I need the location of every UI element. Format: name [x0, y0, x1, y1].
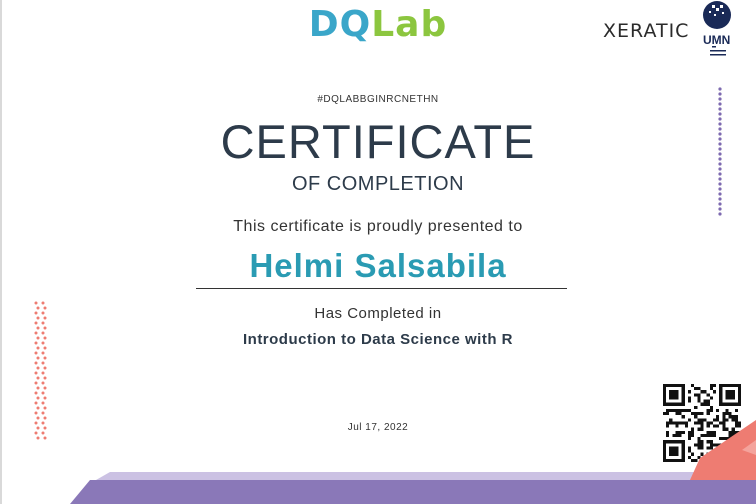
xeratic-logo: XERATIC [603, 20, 690, 42]
decor-dot [44, 307, 47, 310]
umn-logo-text: UMN [703, 33, 731, 47]
decor-dot [718, 147, 721, 150]
qr-finder [669, 390, 678, 399]
decor-dot [718, 87, 721, 90]
qr-module [697, 387, 700, 390]
decor-dot [718, 92, 721, 95]
completed-line: Has Completed in [314, 305, 442, 322]
qr-module [704, 400, 707, 403]
decor-dot [718, 212, 721, 215]
qr-module [710, 406, 713, 409]
decor-dot [37, 377, 40, 380]
course-title: Introduction to Data Science with R [242, 331, 514, 348]
qr-module [688, 396, 691, 399]
decor-dot [37, 307, 40, 310]
decor-dot [35, 312, 38, 315]
decor-dot [35, 372, 38, 375]
qr-module [707, 403, 710, 406]
decor-dot [718, 142, 721, 145]
qr-module [697, 393, 700, 396]
decor-dot [42, 392, 45, 395]
decor-dot [44, 357, 47, 360]
qr-module [694, 406, 697, 409]
qr-module [694, 393, 697, 396]
decor-dot [718, 117, 721, 120]
qr-module [704, 390, 707, 393]
decor-dot [718, 157, 721, 160]
decor-dot [35, 302, 38, 305]
decor-dot [37, 337, 40, 340]
decor-dot [35, 392, 38, 395]
qr-module [697, 396, 700, 399]
decor-dot [718, 197, 721, 200]
decor-dot [37, 387, 40, 390]
certificate-subtitle: OF COMPLETION [291, 173, 465, 195]
decor-dot [718, 207, 721, 210]
decor-dot [35, 382, 38, 385]
decor-dot [37, 397, 40, 400]
decor-dot [44, 387, 47, 390]
decor-dot [35, 402, 38, 405]
qr-module [713, 390, 716, 393]
dqlab-logo-lab: Lab [371, 4, 448, 45]
dqlab-logo-dq: DQ [308, 4, 372, 45]
certificate-code: #DQLABBGINRCNETHN [317, 94, 439, 105]
decor-dot [44, 317, 47, 320]
presented-line: This certificate is proudly presented to [233, 218, 523, 235]
decor-dot [718, 137, 721, 140]
qr-module [704, 403, 707, 406]
decor-dot [42, 332, 45, 335]
bottom-decoration [0, 410, 756, 504]
decor-dot [718, 202, 721, 205]
qr-module [697, 400, 700, 403]
decor-dot [718, 127, 721, 130]
decor-dot [44, 397, 47, 400]
decor-dot [718, 112, 721, 115]
decor-dot [44, 347, 47, 350]
qr-finder [725, 390, 734, 399]
decor-dot [42, 322, 45, 325]
qr-module [707, 400, 710, 403]
decor-dot [44, 337, 47, 340]
qr-module [710, 387, 713, 390]
decor-dot [42, 342, 45, 345]
qr-module [691, 384, 694, 387]
decor-dot [718, 97, 721, 100]
qr-module [707, 393, 710, 396]
decor-dot [718, 177, 721, 180]
decor-dot [42, 402, 45, 405]
qr-module [710, 384, 713, 387]
decor-dot [37, 347, 40, 350]
qr-module [688, 390, 691, 393]
decor-dot [35, 332, 38, 335]
qr-module [700, 390, 703, 393]
recipient-name: Helmi Salsabila [249, 247, 507, 284]
qr-module [710, 396, 713, 399]
decor-dot [42, 382, 45, 385]
decor-dot [718, 102, 721, 105]
decor-dot [42, 352, 45, 355]
decor-dot [718, 172, 721, 175]
name-underline [196, 288, 567, 289]
decor-dot [718, 192, 721, 195]
dots-decoration-right [716, 86, 724, 218]
qr-module [713, 384, 716, 387]
decor-dot [718, 132, 721, 135]
decor-dot [35, 352, 38, 355]
decor-dot [35, 322, 38, 325]
decor-dot [35, 362, 38, 365]
decor-dot [42, 312, 45, 315]
decor-dot [42, 362, 45, 365]
decor-dot [42, 302, 45, 305]
decor-dot [718, 152, 721, 155]
certificate-title: CERTIFICATE [220, 115, 536, 168]
decor-dot [37, 367, 40, 370]
qr-module [688, 400, 691, 403]
completion-date: Jul 17, 2022 [347, 422, 409, 433]
decor-dot [718, 122, 721, 125]
decor-dot [718, 182, 721, 185]
decor-dot [37, 357, 40, 360]
qr-module [694, 387, 697, 390]
decor-dot [718, 107, 721, 110]
qr-module [700, 403, 703, 406]
decor-dot [37, 317, 40, 320]
decor-dot [44, 367, 47, 370]
decor-dot [42, 372, 45, 375]
decor-dot [37, 327, 40, 330]
decor-dot [718, 167, 721, 170]
decor-dot [718, 162, 721, 165]
decor-dot [44, 377, 47, 380]
decor-dot [35, 342, 38, 345]
decor-dot [718, 187, 721, 190]
decor-dot [44, 327, 47, 330]
